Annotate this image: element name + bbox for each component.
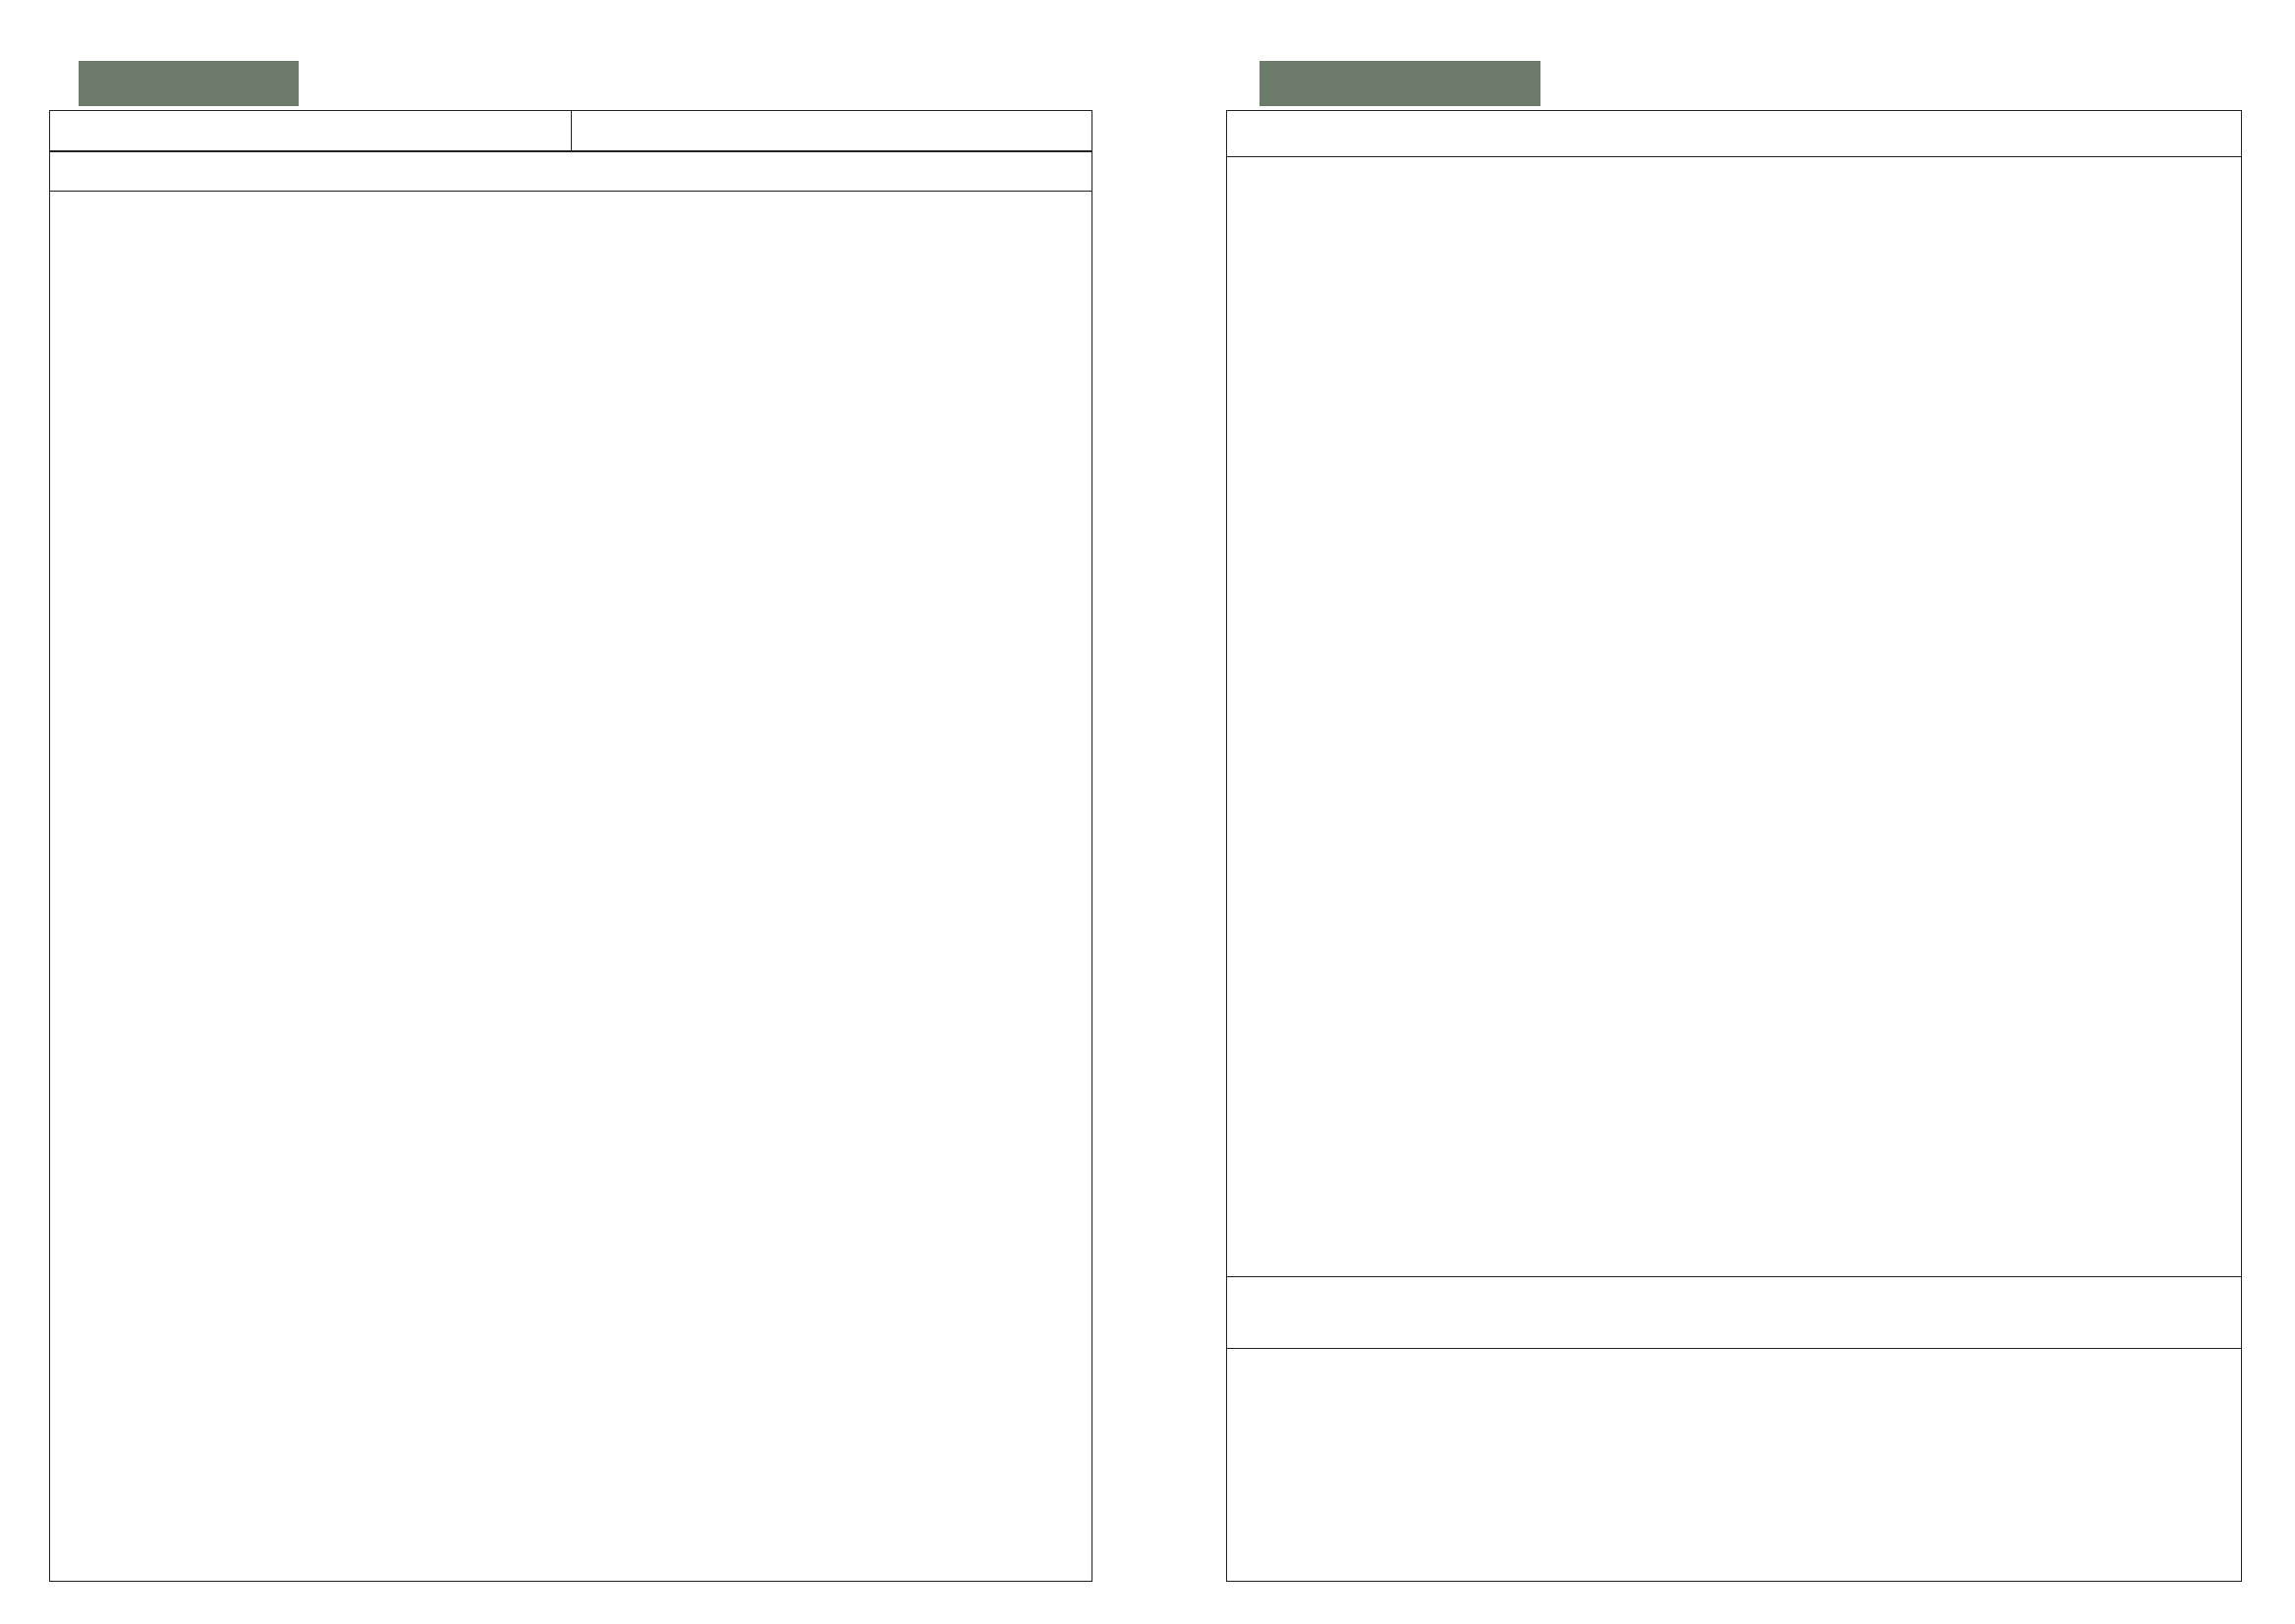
tab-sermon [1259, 61, 1540, 106]
grace-sharing-section [1227, 1277, 2241, 1349]
tab-district-report [79, 61, 299, 106]
sermon-body [1227, 157, 2241, 1277]
sermon-panel [1226, 110, 2242, 1582]
sermon-header [1227, 111, 2241, 157]
district-report-panel [49, 110, 1092, 1582]
weekly-mission-section [1227, 1349, 2241, 1378]
top-block-title [50, 111, 1092, 151]
bottom-block-title [50, 151, 1092, 192]
